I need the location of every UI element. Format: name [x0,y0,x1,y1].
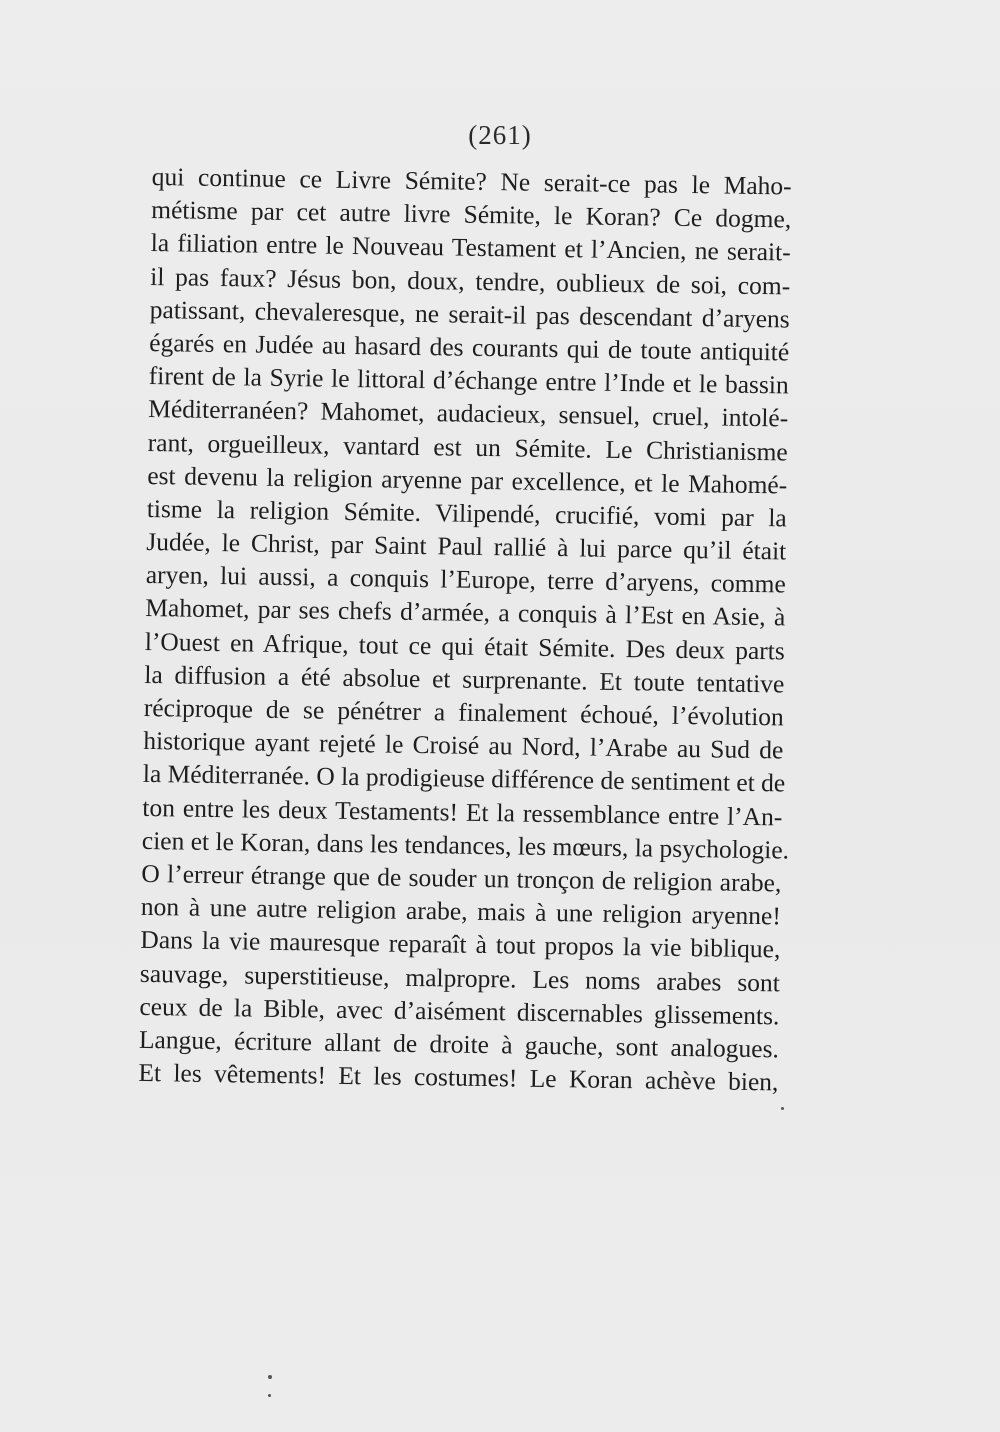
text-line: égarés en Judée au hasard des courants qui de toute antiquité [149,327,790,367]
text-line: non à une autre religion arabe, mais à une religion aryenne! [140,892,782,931]
text-line: l’Ouest en Afrique, tout ce qui était Sémite. Des deux parts [144,626,786,666]
text-line: la diffusion a été absolue et surprenante. Et toute tentative [144,659,785,699]
page-number: (261) [468,120,532,150]
text-line: historique ayant rejeté le Croisé au Nord, l’Arabe au Sud de [143,726,784,765]
text-line: tisme la religion Sémite. Vilipendé, crucifié, vomi par la [146,493,787,533]
text-line: est devenu la religion aryenne par excellence, et le Mahomé- [147,460,788,500]
paper-speck [268,1394,271,1397]
text-line: Méditerranéen? Mahomet, audacieux, sensuel, cruel, intolé- [148,394,789,433]
text-line: Judée, le Christ, par Saint Paul rallié à lui parce qu’il était [146,527,787,566]
text-line: patissant, chevaleresque, ne serait-il pas descendant d’aryens [149,294,790,334]
text-line: sauvage, superstitieuse, malpropre. Les noms arabes sont [139,958,781,997]
paper-speck [268,1375,272,1379]
text-line: qui continue ce Livre Sémite? Ne serait-ce pas le Maho- [151,161,792,201]
text-line: la Méditerranée. O la prodigieuse différence de sentiment et de [142,759,786,798]
text-line: aryen, lui aussi, a conquis l’Europe, terre d’aryens, comme [145,560,786,599]
paper-speck [781,1107,784,1110]
text-line: Dans la vie mauresque reparaît à tout propos la vie biblique, [140,925,781,964]
text-line: O l’erreur étrange que de souder un tronçon de religion arabe, [141,858,782,898]
text-line: cien et le Koran, dans les tendances, les mœurs, la psychologie. [141,825,790,865]
text-line: ceux de la Bible, avec d’aisément discernables glissements. [139,991,780,1031]
text-line: il pas faux? Jésus bon, doux, tendre, oublieux de soi, com- [150,261,791,301]
text-line: rant, orgueilleux, vantard est un Sémite. Le Christianisme [147,427,788,466]
text-line: Langue, écriture allant de droite à gauche, sont analogues. [138,1024,780,1064]
body-text [138,160,792,1099]
text-line: Mahomet, par ses chefs d’armée, a conquis à l’Est en Asie, à [145,593,786,632]
text-line: firent de la Syrie le littoral d’échange entre l’Inde et le bassin [148,361,789,400]
text-line: réciproque de se pénétrer a finalement échoué, l’évolution [143,692,785,732]
text-line: métisme par cet autre livre Sémite, le Koran? Ce dogme, [151,195,792,234]
text-line: Et les vêtements! Et les costumes! Le Koran achève bien, [138,1057,779,1097]
text-line: ton entre les deux Testaments! Et la ressemblance entre l’An- [142,792,783,831]
text-line: la filiation entre le Nouveau Testament et l’Ancien, ne serait- [150,228,791,267]
